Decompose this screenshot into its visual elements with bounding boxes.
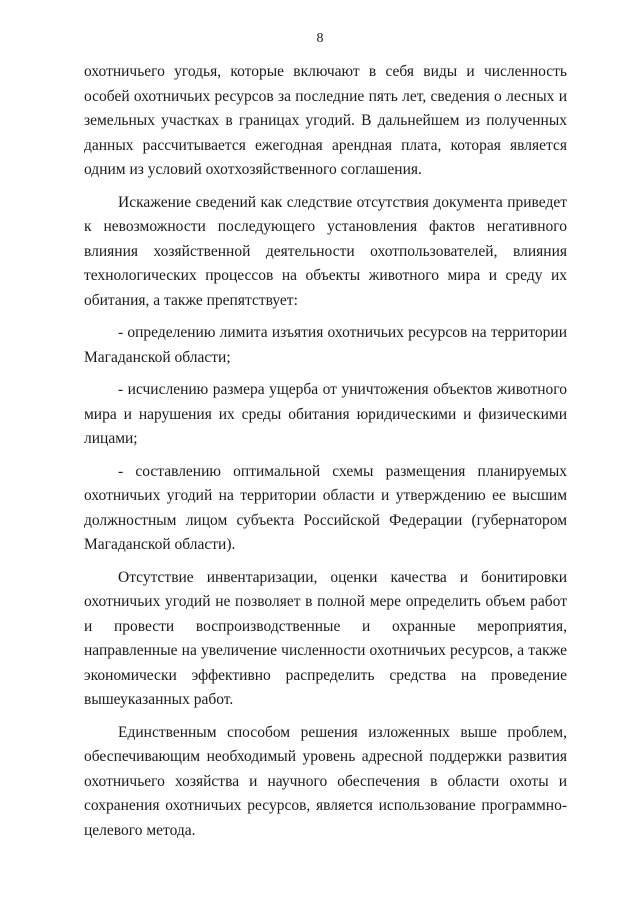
list-item-harvest-limit: - определению лимита изъятия охотничьих ресурсов на территории Магаданской области;	[84, 324, 567, 366]
document-body	[84, 60, 567, 843]
list-item-damage-calculation: - исчислению размера ущерба от уничтожения объектов животного мира и нарушения их среды обитания юридическими и физическими лицами;	[84, 381, 567, 447]
paragraph-inventory-absence: Отсутствие инвентаризации, оценки качества и бонитировки охотничьих угодий не позволяет в полной мере определить объем работ и провести воспроизводственные и охранные мероприятия, направленные на увеличение численности охотничьих ресурсов, а также экономически эффективно распределить средства на проведение вышеуказанных работ.	[84, 568, 567, 708]
paragraph-continuation: охотничьего угодья, которые включают в себя виды и численность особей охотничьих ресурсов за последние пять лет, сведения о лесных и земельных участках в границах угодий. В дальнейшем из полученных данных рассчитывается ежегодная арендная плата, которая является одним из условий охотхозяйственного соглашения.	[84, 63, 567, 178]
list-item-placement-scheme: - составлению оптимальной схемы размещения планируемых охотничьих угодий на территории области и утверждению ее высшим должностным лицом субъекта Российской Федерации (губернатором Магаданской области).	[84, 462, 567, 553]
paragraph-distortion-consequences: Искажение сведений как следствие отсутствия документа приведет к невозможности последующего установления фактов негативного влияния хозяйственной деятельности охотпользователей, влияния технологических процессов на объекты животного мира и среду их обитания, а также препятствует:	[84, 193, 567, 309]
page-number: 8	[316, 31, 324, 46]
paragraph-program-method: Единственным способом решения изложенных выше проблем, обеспечивающим необходимый уровень адресной поддержки развития охотничьего хозяйства и научного обеспечения в области охоты и сохранения охотничьих ресурсов, является использование программно-целевого метода.	[84, 723, 567, 839]
